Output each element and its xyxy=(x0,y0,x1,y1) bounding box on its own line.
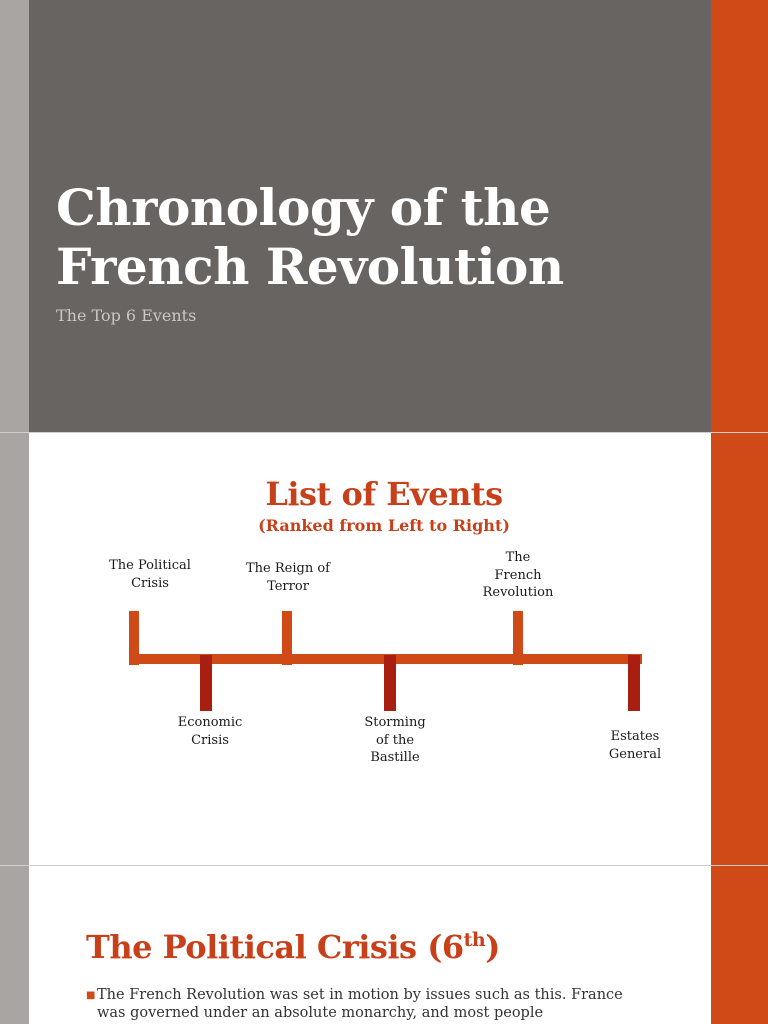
event-label-reign-of-terror: The Reign of Terror xyxy=(246,561,330,594)
list-subheading: (Ranked from Left to Right) xyxy=(258,516,510,535)
bullet-dot-icon: ■ xyxy=(86,990,96,1001)
heading-main-text: The Political Crisis (6 xyxy=(86,928,464,966)
list-heading: List of Events xyxy=(265,475,503,513)
event-label-economic-crisis: Economic Crisis xyxy=(177,715,243,748)
timeline-diagram xyxy=(0,433,768,865)
heading-superscript: th xyxy=(463,929,486,951)
slide-title: Chronology of the French Revolution xyxy=(56,178,564,296)
timeline-marker-3 xyxy=(282,611,292,665)
list-of-events-slide xyxy=(0,433,768,865)
timeline-marker-6 xyxy=(628,655,640,711)
bullet-text: The French Revolution was set in motion by issues such as this. France was governed under an absolute monarchy, and most people xyxy=(97,987,623,1021)
event-label-estates-general: Estates General xyxy=(608,729,662,762)
timeline-marker-5 xyxy=(513,611,523,665)
heading-close-paren: ) xyxy=(485,928,500,966)
event-label-political-crisis: The Political Crisis xyxy=(109,558,191,591)
slide-subtitle: The Top 6 Events xyxy=(56,306,197,325)
right-accent-strip xyxy=(711,866,768,1024)
event-label-storming-bastille: Storming of the Bastille xyxy=(364,715,426,765)
timeline-marker-1 xyxy=(129,611,139,665)
title-slide xyxy=(0,0,768,433)
timeline-marker-4 xyxy=(384,655,396,711)
event-label-french-revolution: The French Revolution xyxy=(482,550,554,600)
political-crisis-heading xyxy=(86,928,500,966)
right-accent-strip xyxy=(711,0,768,433)
left-accent-strip xyxy=(0,866,29,1024)
left-accent-strip xyxy=(0,0,29,433)
bullet-item xyxy=(86,986,626,1022)
political-crisis-slide xyxy=(0,866,768,1024)
timeline-marker-2 xyxy=(200,655,212,711)
